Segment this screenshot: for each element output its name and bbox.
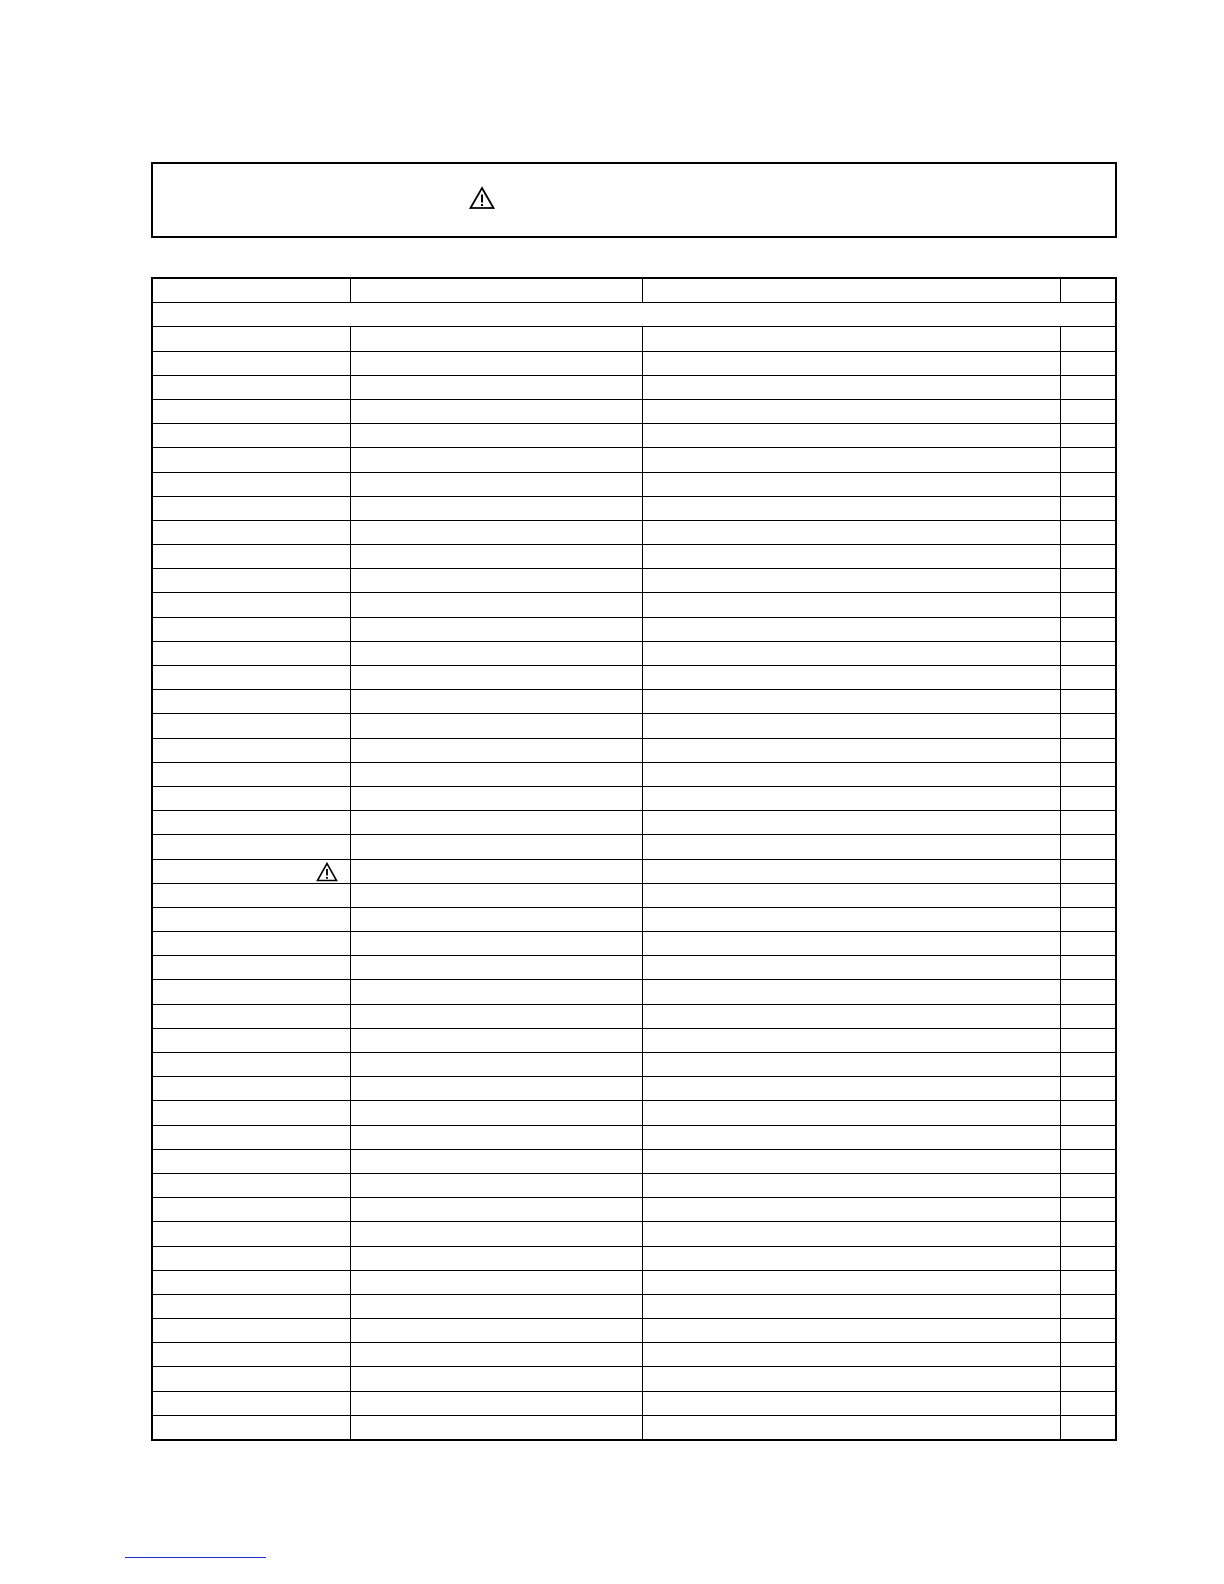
qty-cell <box>1060 932 1116 956</box>
part-number-cell <box>350 1125 642 1149</box>
description-cell <box>642 1004 1060 1028</box>
description-cell <box>642 811 1060 835</box>
qty-cell <box>1060 520 1116 544</box>
description-cell <box>642 1343 1060 1367</box>
table-row <box>152 1198 1116 1222</box>
header-cell-ref <box>152 278 350 303</box>
ref-cell <box>152 690 350 714</box>
part-number-cell <box>350 1343 642 1367</box>
qty-cell <box>1060 956 1116 980</box>
part-number-cell <box>350 762 642 786</box>
qty-cell <box>1060 1270 1116 1294</box>
qty-cell <box>1060 327 1116 351</box>
table-row <box>152 399 1116 423</box>
ref-cell <box>152 762 350 786</box>
ref-cell <box>152 932 350 956</box>
qty-cell <box>1060 1415 1116 1440</box>
part-number-cell <box>350 1319 642 1343</box>
table-row <box>152 811 1116 835</box>
table-row <box>152 327 1116 351</box>
table-row <box>152 932 1116 956</box>
qty-cell <box>1060 859 1116 883</box>
description-cell <box>642 496 1060 520</box>
part-number-cell <box>350 617 642 641</box>
table-row <box>152 786 1116 810</box>
qty-cell <box>1060 1028 1116 1052</box>
part-number-cell <box>350 690 642 714</box>
qty-cell <box>1060 448 1116 472</box>
table-row <box>152 617 1116 641</box>
part-number-cell <box>350 424 642 448</box>
ref-cell <box>152 738 350 762</box>
part-number-cell <box>350 956 642 980</box>
header-cell-description <box>642 278 1060 303</box>
description-cell <box>642 593 1060 617</box>
description-cell <box>642 375 1060 399</box>
qty-cell <box>1060 1173 1116 1197</box>
table-row <box>152 1125 1116 1149</box>
qty-cell <box>1060 762 1116 786</box>
part-number-cell <box>350 351 642 375</box>
qty-cell <box>1060 1101 1116 1125</box>
part-number-cell <box>350 399 642 423</box>
ref-cell <box>152 1391 350 1415</box>
part-number-cell <box>350 980 642 1004</box>
description-cell <box>642 399 1060 423</box>
qty-cell <box>1060 1149 1116 1173</box>
part-number-cell <box>350 1391 642 1415</box>
description-cell <box>642 472 1060 496</box>
part-number-cell <box>350 375 642 399</box>
qty-cell <box>1060 545 1116 569</box>
description-cell <box>642 786 1060 810</box>
description-cell <box>642 762 1060 786</box>
table-row <box>152 1053 1116 1077</box>
table-row <box>152 520 1116 544</box>
table-row <box>152 375 1116 399</box>
description-cell <box>642 520 1060 544</box>
parts-list-table <box>151 277 1117 1441</box>
table-row <box>152 1367 1116 1391</box>
qty-cell <box>1060 399 1116 423</box>
table-row <box>152 956 1116 980</box>
warning-triangle-icon <box>316 862 338 882</box>
qty-cell <box>1060 1198 1116 1222</box>
table-row <box>152 907 1116 931</box>
part-number-cell <box>350 569 642 593</box>
description-cell <box>642 907 1060 931</box>
table-row <box>152 1222 1116 1246</box>
table-row <box>152 835 1116 859</box>
header-cell-qty <box>1060 278 1116 303</box>
ref-cell <box>152 714 350 738</box>
ref-cell <box>152 1415 350 1440</box>
part-number-cell <box>350 641 642 665</box>
qty-cell <box>1060 569 1116 593</box>
ref-cell <box>152 472 350 496</box>
ref-cell <box>152 1149 350 1173</box>
ref-cell <box>152 1101 350 1125</box>
part-number-cell <box>350 786 642 810</box>
part-number-cell <box>350 593 642 617</box>
description-cell <box>642 1125 1060 1149</box>
ref-cell <box>152 641 350 665</box>
header-cell-part-no <box>350 278 642 303</box>
table-row <box>152 424 1116 448</box>
footer-link[interactable] <box>125 1557 266 1558</box>
safety-notice-box <box>151 162 1117 238</box>
ref-cell <box>152 1367 350 1391</box>
ref-cell <box>152 786 350 810</box>
table-row <box>152 496 1116 520</box>
qty-cell <box>1060 351 1116 375</box>
ref-cell <box>152 424 350 448</box>
ref-cell <box>152 1198 350 1222</box>
qty-cell <box>1060 1319 1116 1343</box>
qty-cell <box>1060 1246 1116 1270</box>
part-number-cell <box>350 496 642 520</box>
description-cell <box>642 1077 1060 1101</box>
qty-cell <box>1060 738 1116 762</box>
description-cell <box>642 424 1060 448</box>
ref-cell <box>152 375 350 399</box>
qty-cell <box>1060 811 1116 835</box>
table-row <box>152 1319 1116 1343</box>
table-row <box>152 1077 1116 1101</box>
qty-cell <box>1060 907 1116 931</box>
table-row <box>152 666 1116 690</box>
part-number-cell <box>350 1198 642 1222</box>
part-number-cell <box>350 932 642 956</box>
ref-cell <box>152 1222 350 1246</box>
description-cell <box>642 1319 1060 1343</box>
ref-cell <box>152 1125 350 1149</box>
table-row <box>152 1270 1116 1294</box>
table-row <box>152 1173 1116 1197</box>
description-cell <box>642 617 1060 641</box>
ref-cell <box>152 496 350 520</box>
ref-cell <box>152 1246 350 1270</box>
qty-cell <box>1060 980 1116 1004</box>
ref-cell <box>152 1294 350 1318</box>
qty-cell <box>1060 1004 1116 1028</box>
ref-cell <box>152 1343 350 1367</box>
description-cell <box>642 1028 1060 1052</box>
description-cell <box>642 1101 1060 1125</box>
ref-cell <box>152 520 350 544</box>
qty-cell <box>1060 1053 1116 1077</box>
part-number-cell <box>350 1053 642 1077</box>
table-row <box>152 1343 1116 1367</box>
part-number-cell <box>350 738 642 762</box>
qty-cell <box>1060 424 1116 448</box>
part-number-cell <box>350 1101 642 1125</box>
description-cell <box>642 1391 1060 1415</box>
ref-cell <box>152 811 350 835</box>
qty-cell <box>1060 1294 1116 1318</box>
qty-cell <box>1060 1391 1116 1415</box>
part-number-cell <box>350 1077 642 1101</box>
table-row <box>152 1028 1116 1052</box>
qty-cell <box>1060 835 1116 859</box>
ref-cell <box>152 1319 350 1343</box>
description-cell <box>642 1294 1060 1318</box>
part-number-cell <box>350 811 642 835</box>
part-number-cell <box>350 714 642 738</box>
table-row <box>152 1101 1116 1125</box>
ref-cell <box>152 1053 350 1077</box>
qty-cell <box>1060 641 1116 665</box>
description-cell <box>642 1270 1060 1294</box>
description-cell <box>642 666 1060 690</box>
ref-cell <box>152 1270 350 1294</box>
part-number-cell <box>350 883 642 907</box>
table-row <box>152 714 1116 738</box>
ref-cell <box>152 593 350 617</box>
qty-cell <box>1060 1367 1116 1391</box>
part-number-cell <box>350 448 642 472</box>
part-number-cell <box>350 1149 642 1173</box>
qty-cell <box>1060 1077 1116 1101</box>
table-row <box>152 569 1116 593</box>
ref-cell <box>152 448 350 472</box>
ref-cell <box>152 399 350 423</box>
description-cell <box>642 351 1060 375</box>
table-row <box>152 883 1116 907</box>
part-number-cell <box>350 472 642 496</box>
qty-cell <box>1060 593 1116 617</box>
table-row <box>152 859 1116 883</box>
description-cell <box>642 714 1060 738</box>
ref-cell <box>152 1028 350 1052</box>
table-row <box>152 1149 1116 1173</box>
ref-cell <box>152 545 350 569</box>
description-cell <box>642 690 1060 714</box>
part-number-cell <box>350 1270 642 1294</box>
part-number-cell <box>350 1246 642 1270</box>
table-row <box>152 762 1116 786</box>
qty-cell <box>1060 1343 1116 1367</box>
part-number-cell <box>350 1173 642 1197</box>
ref-cell <box>152 980 350 1004</box>
description-cell <box>642 980 1060 1004</box>
ref-cell <box>152 1004 350 1028</box>
ref-cell <box>152 907 350 931</box>
description-cell <box>642 859 1060 883</box>
part-number-cell <box>350 1028 642 1052</box>
part-number-cell <box>350 1004 642 1028</box>
ref-cell <box>152 835 350 859</box>
table-row <box>152 738 1116 762</box>
qty-cell <box>1060 1222 1116 1246</box>
table-row <box>152 1294 1116 1318</box>
part-number-cell <box>350 1367 642 1391</box>
qty-cell <box>1060 472 1116 496</box>
table-row <box>152 980 1116 1004</box>
section-title <box>152 303 1116 327</box>
part-number-cell <box>350 520 642 544</box>
description-cell <box>642 1415 1060 1440</box>
qty-cell <box>1060 375 1116 399</box>
description-cell <box>642 738 1060 762</box>
part-number-cell <box>350 835 642 859</box>
qty-cell <box>1060 786 1116 810</box>
qty-cell <box>1060 496 1116 520</box>
description-cell <box>642 1222 1060 1246</box>
ref-cell <box>152 327 350 351</box>
description-cell <box>642 1367 1060 1391</box>
description-cell <box>642 1149 1060 1173</box>
part-number-cell <box>350 666 642 690</box>
description-cell <box>642 641 1060 665</box>
description-cell <box>642 1173 1060 1197</box>
table-row <box>152 641 1116 665</box>
part-number-cell <box>350 327 642 351</box>
description-cell <box>642 545 1060 569</box>
description-cell <box>642 327 1060 351</box>
table-row <box>152 690 1116 714</box>
qty-cell <box>1060 617 1116 641</box>
table-header-row <box>152 278 1116 303</box>
table-row <box>152 1004 1116 1028</box>
part-number-cell <box>350 859 642 883</box>
qty-cell <box>1060 714 1116 738</box>
table-row <box>152 593 1116 617</box>
description-cell <box>642 835 1060 859</box>
qty-cell <box>1060 690 1116 714</box>
ref-cell <box>152 859 350 883</box>
ref-cell <box>152 617 350 641</box>
qty-cell <box>1060 1125 1116 1149</box>
description-cell <box>642 1053 1060 1077</box>
table-row <box>152 545 1116 569</box>
table-row <box>152 1391 1116 1415</box>
table-row <box>152 448 1116 472</box>
part-number-cell <box>350 545 642 569</box>
ref-cell <box>152 666 350 690</box>
description-cell <box>642 1198 1060 1222</box>
ref-cell <box>152 956 350 980</box>
description-cell <box>642 448 1060 472</box>
table-row <box>152 1415 1116 1440</box>
table-row <box>152 1246 1116 1270</box>
part-number-cell <box>350 1222 642 1246</box>
table-section-row <box>152 303 1116 327</box>
table-row <box>152 351 1116 375</box>
table-row <box>152 472 1116 496</box>
ref-cell <box>152 1077 350 1101</box>
part-number-cell <box>350 1294 642 1318</box>
description-cell <box>642 1246 1060 1270</box>
warning-triangle-icon <box>469 186 495 210</box>
description-cell <box>642 569 1060 593</box>
description-cell <box>642 883 1060 907</box>
part-number-cell <box>350 907 642 931</box>
ref-cell <box>152 569 350 593</box>
description-cell <box>642 956 1060 980</box>
description-cell <box>642 932 1060 956</box>
ref-cell <box>152 1173 350 1197</box>
ref-cell <box>152 351 350 375</box>
qty-cell <box>1060 883 1116 907</box>
qty-cell <box>1060 666 1116 690</box>
part-number-cell <box>350 1415 642 1440</box>
ref-cell <box>152 883 350 907</box>
